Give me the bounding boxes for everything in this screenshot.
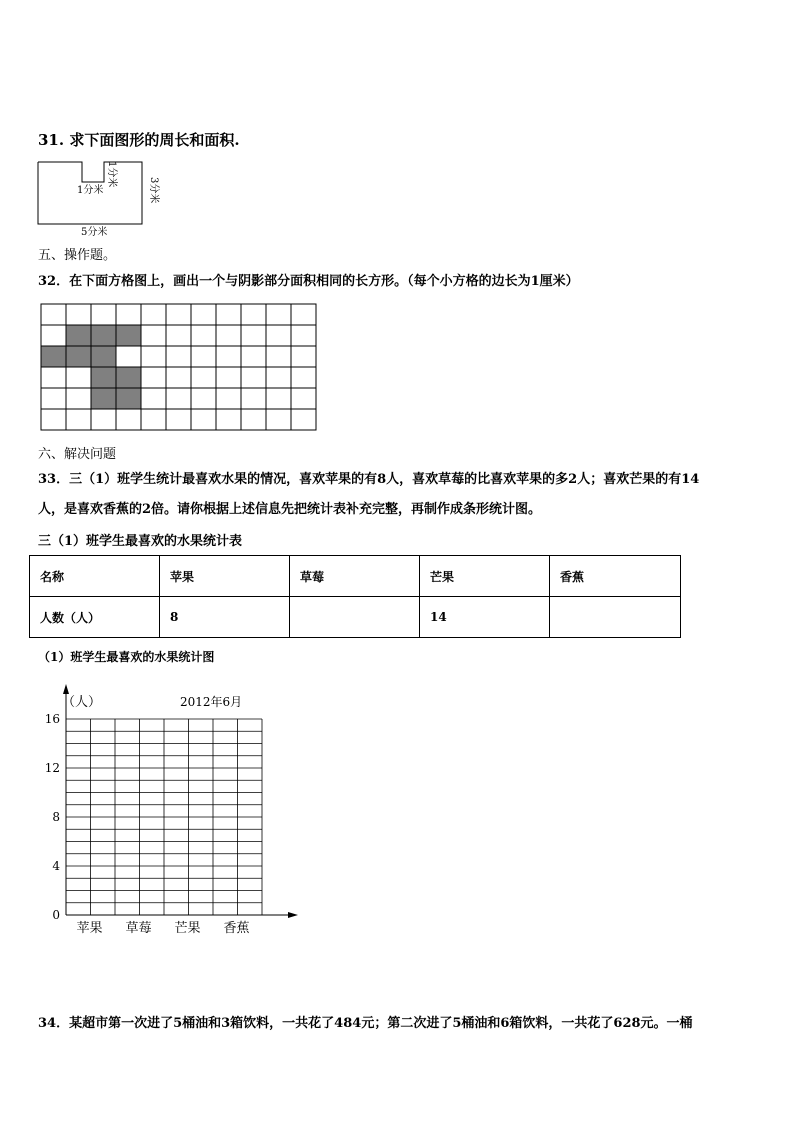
y-tick-label: 0 [52,908,60,922]
grid-cell[interactable] [91,304,116,325]
grid-cell[interactable] [216,388,241,409]
grid-cell[interactable] [166,325,191,346]
table-cell-mango[interactable]: 14 [420,597,550,638]
shaded-cell[interactable] [91,325,116,346]
grid-cell[interactable] [241,367,266,388]
y-axis-arrow [63,684,69,694]
grid-cell[interactable] [191,304,216,325]
y-axis-label: （人） [62,695,102,710]
grid-cell[interactable] [116,304,141,325]
grid-cell[interactable] [241,304,266,325]
y-tick-label: 4 [52,859,60,873]
question-33-line2: 人，是喜欢香蕉的2倍。请你根据上述信息先把统计表补充完整，再制作成条形统计图。 [38,502,542,517]
grid-cell[interactable] [216,409,241,430]
shaded-cell[interactable] [91,388,116,409]
table-header-cell: 芒果 [420,556,550,597]
grid-cell[interactable] [166,304,191,325]
shaded-cell[interactable] [91,367,116,388]
grid-cell[interactable] [291,346,316,367]
grid-cell[interactable] [116,409,141,430]
grid-cell[interactable] [66,367,91,388]
table-row-label: 人数（人） [30,597,160,638]
table-header-row [30,556,681,597]
question-31 [38,129,240,150]
grid-cell[interactable] [116,346,141,367]
table-header-cell: 草莓 [290,556,420,597]
question-31-number: 31. [38,131,65,149]
table-header-cell: 香蕉 [550,556,681,597]
grid-cell[interactable] [266,304,291,325]
shaded-cell[interactable] [66,325,91,346]
label-height: 3分米 [148,177,159,204]
grid-cell[interactable] [216,304,241,325]
table-header-cell: 名称 [30,556,160,597]
table-row [30,597,681,638]
x-tick-label: 苹果 [76,921,103,936]
shaded-cell[interactable] [116,325,141,346]
question-34-text: 34．某超市第一次进了5桶油和3箱饮料，一共花了484元；第二次进了5桶油和6箱饮料，一共花了628元。一桶 [38,1016,693,1031]
grid-cell[interactable] [41,367,66,388]
grid-cell[interactable] [266,325,291,346]
grid-cell[interactable] [216,367,241,388]
y-tick-label: 8 [52,810,60,824]
grid-cell[interactable] [216,325,241,346]
grid-cell[interactable] [191,388,216,409]
grid-cell[interactable] [66,409,91,430]
table-header-cell: 苹果 [160,556,290,597]
label-notch-depth: 1分米 [106,161,117,188]
grid-cell[interactable] [91,409,116,430]
grid-cell[interactable] [191,367,216,388]
grid-cell[interactable] [241,409,266,430]
shaded-cell[interactable] [116,388,141,409]
grid-cell[interactable] [41,409,66,430]
grid-cell[interactable] [291,388,316,409]
y-tick-label: 12 [44,761,60,775]
table-cell-apple[interactable]: 8 [160,597,290,638]
grid-cell[interactable] [166,346,191,367]
grid-cell[interactable] [191,346,216,367]
grid-cell[interactable] [141,304,166,325]
grid-cell[interactable] [266,388,291,409]
fruit-stat-table [29,555,681,638]
grid-cell[interactable] [266,346,291,367]
grid-cell[interactable] [241,388,266,409]
grid-cell[interactable] [291,325,316,346]
label-notch-width: 1分米 [77,185,104,196]
grid-cell[interactable] [166,409,191,430]
chart-caption: （1）班学生最喜欢的水果统计图 [38,650,215,664]
grid-cell[interactable] [141,346,166,367]
grid-cell[interactable] [241,325,266,346]
shaded-cell[interactable] [116,367,141,388]
x-axis-arrow [288,912,298,918]
grid-cell[interactable] [141,367,166,388]
grid-cell[interactable] [41,304,66,325]
q31-shape-figure [30,155,180,240]
grid-cell[interactable] [166,367,191,388]
grid-cell[interactable] [191,409,216,430]
grid-cell[interactable] [141,388,166,409]
table-cell-strawberry[interactable] [290,597,420,638]
x-tick-label: 芒果 [174,921,201,936]
y-tick-label: 16 [44,712,60,726]
grid-cell[interactable] [166,388,191,409]
grid-cell[interactable] [216,346,241,367]
grid-cell[interactable] [41,325,66,346]
section-6-heading: 六、解决问题 [38,447,117,462]
question-31-text: 求下面图形的周长和面积. [69,131,240,149]
table-cell-banana[interactable] [550,597,681,638]
grid-cell[interactable] [291,367,316,388]
grid-cell[interactable] [41,388,66,409]
grid-cell[interactable] [291,409,316,430]
bar-chart[interactable] [30,680,310,940]
chart-title: 2012年6月 [180,695,243,709]
shaded-cell[interactable] [91,346,116,367]
grid-cell[interactable] [191,325,216,346]
shaded-cell[interactable] [41,346,66,367]
fruit-table-title: 三（1）班学生最喜欢的水果统计表 [38,534,243,549]
grid-cell[interactable] [266,409,291,430]
question-33-line1: 33．三（1）班学生统计最喜欢水果的情况，喜欢苹果的有8人，喜欢草莓的比喜欢苹果的多2人；喜欢芒果的有14 [38,472,700,487]
grid-cell[interactable] [291,304,316,325]
q32-square-grid[interactable] [40,303,318,431]
grid-cell[interactable] [66,388,91,409]
grid-cell[interactable] [141,409,166,430]
x-tick-label: 香蕉 [223,921,250,936]
grid-cell[interactable] [241,346,266,367]
grid-cell[interactable] [266,367,291,388]
x-tick-label: 草莓 [125,921,152,936]
shaded-cell[interactable] [66,346,91,367]
label-width: 5分米 [81,227,108,238]
question-32-text: 32．在下面方格图上，画出一个与阴影部分面积相同的长方形。（每个小方格的边长为1厘米） [38,274,579,289]
section-5-heading: 五、操作题。 [38,248,117,263]
grid-cell[interactable] [141,325,166,346]
grid-cell[interactable] [66,304,91,325]
